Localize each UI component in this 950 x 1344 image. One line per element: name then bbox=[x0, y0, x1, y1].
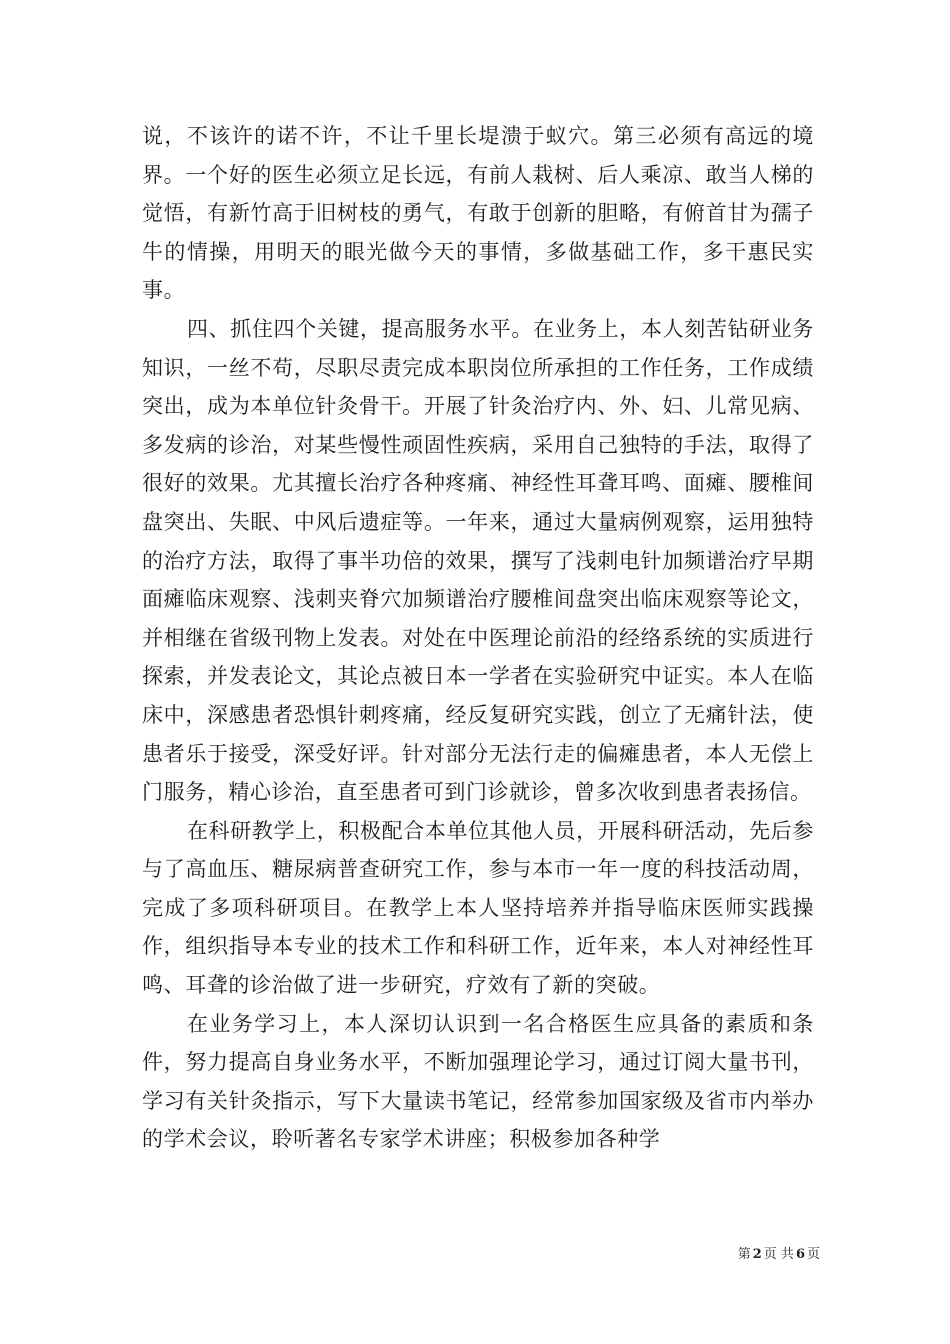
current-page-number: 2 bbox=[752, 1247, 762, 1262]
paragraph: 在业务学习上，本人深切认识到一名合格医生应具备的素质和条件，努力提高自身业务水平，不断加强理论学习，通过订阅大量书刊，学习有关针灸指示，写下大量读书笔记，经常参加国家级及省市内举办的学术会议，聆听著名专家学术讲座；积极参加各种学 bbox=[142, 1011, 814, 1152]
page-number bbox=[738, 1246, 820, 1264]
paragraph: 说，不该许的诺不许，不让千里长堤溃于蚁穴。第三必须有高远的境界。一个好的医生必须立足长远，有前人栽树、后人乘凉、敢当人梯的觉悟，有新竹高于旧树枝的勇气，有敢于创新的胆略，有俯首甘为孺子牛的情操，用明天的眼光做今天的事情，多做基础工作，多干惠民实事。 bbox=[142, 124, 814, 303]
page-number-suffix: 页 bbox=[806, 1247, 820, 1262]
paragraph: 在科研教学上，积极配合本单位其他人员，开展科研活动，先后参与了高血压、糖尿病普查研究工作，参与本市一年一度的科技活动周，完成了多项科研项目。在教学上本人坚持培养并指导临床医师实践操作，组织指导本专业的技术工作和科研工作，近年来，本人对神经性耳鸣、耳聋的诊治做了进一步研究，疗效有了新的突破。 bbox=[142, 818, 814, 998]
page-number-middle: 页 共 bbox=[763, 1247, 794, 1262]
page-number-prefix: 第 bbox=[737, 1247, 751, 1262]
total-pages-number: 6 bbox=[795, 1247, 805, 1262]
document-body bbox=[142, 117, 814, 1159]
paragraph: 四、抓住四个关键，提高服务水平。在业务上，本人刻苦钻研业务知识，一丝不苟，尽职尽责完成本职岗位所承担的工作任务，工作成绩突出，成为本单位针灸骨干。开展了针灸治疗内、外、妇、儿常见病、多发病的诊治，对某些慢性顽固性疾病，采用自己独特的手法，取得了很好的效果。尤其擅长治疗各种疼痛、神经性耳聋耳鸣、面瘫、腰椎间盘突出、失眠、中风后遗症等。一年来，通过大量病例观察，运用独特的治疗方法，取得了事半功倍的效果，撰写了浅刺电针加频谱治疗早期面瘫临床观察、浅刺夹脊穴加频谱治疗腰椎间盘突出临床观察等论文，并相继在省级刊物上发表。对处在中医理论前沿的经络系统的实质进行探索，并发表论文，其论点被日本一学者在实验研究中证实。本人在临床中，深感患者恐惧针刺疼痛，经反复研究实践，创立了无痛针法，使患者乐于接受，深受好评。针对部分无法行走的偏瘫患者，本人无偿上门服务，精心诊治，直至患者可到门诊就诊，曾多次收到患者表扬信。 bbox=[142, 316, 814, 805]
